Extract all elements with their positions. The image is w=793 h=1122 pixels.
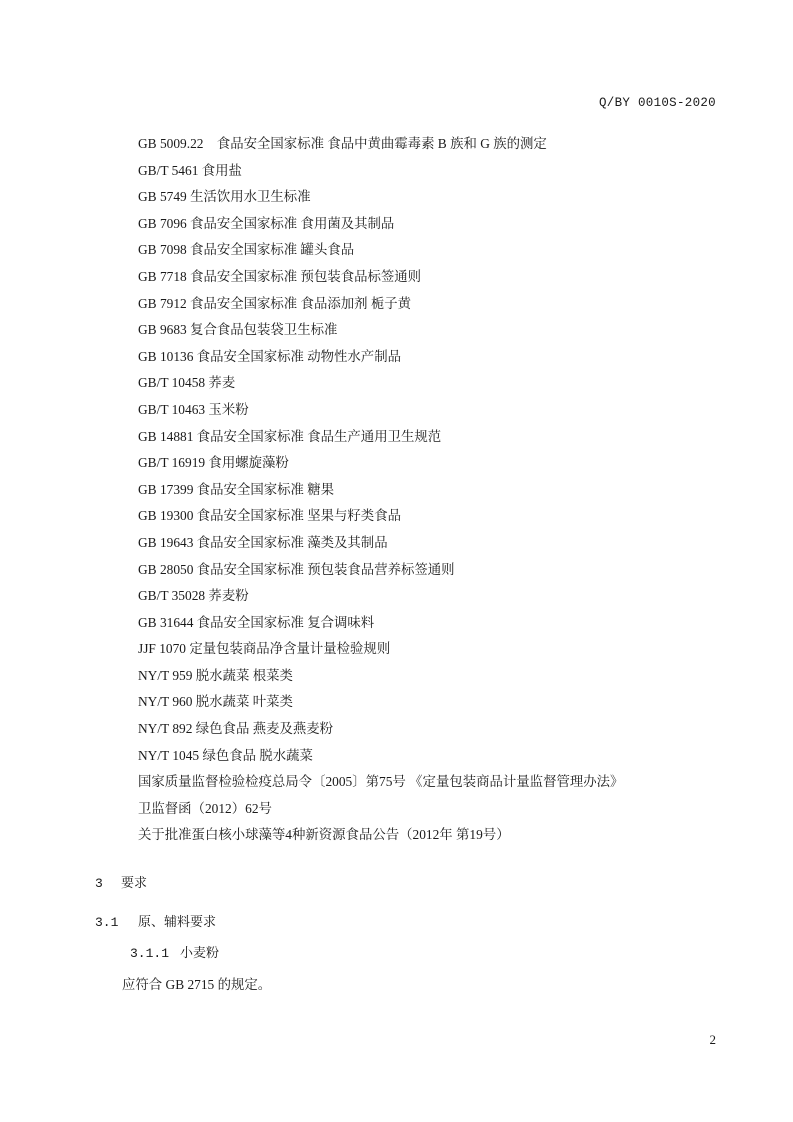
reference-item: GB 14881 食品安全国家标准 食品生产通用卫生规范 bbox=[138, 428, 442, 444]
reference-item: 关于批准蛋白核小球藻等4种新资源食品公告（2012年 第19号） bbox=[138, 827, 510, 843]
section-heading-3 bbox=[95, 872, 147, 891]
reference-item: NY/T 892 绿色食品 燕麦及燕麦粉 bbox=[138, 721, 334, 737]
reference-item: GB 10136 食品安全国家标准 动物性水产制品 bbox=[138, 348, 401, 364]
reference-item: 国家质量监督检验检疫总局令〔2005〕第75号 《定量包装商品计量监督管理办法》 bbox=[138, 774, 624, 790]
reference-item: GB 7718 食品安全国家标准 预包装食品标签通则 bbox=[138, 268, 422, 284]
reference-item: GB 5009.22 食品安全国家标准 食品中黄曲霉毒素 B 族和 G 族的测定 bbox=[138, 136, 547, 151]
reference-item: GB 7096 食品安全国家标准 食用菌及其制品 bbox=[138, 215, 395, 231]
reference-item: GB 28050 食品安全国家标准 预包装食品营养标签通则 bbox=[138, 561, 455, 577]
reference-item: GB 9683 复合食品包装袋卫生标准 bbox=[138, 322, 338, 338]
section-title: 小麦粉 bbox=[180, 946, 220, 961]
reference-item: GB 19643 食品安全国家标准 藻类及其制品 bbox=[138, 534, 388, 550]
section-heading-3-1 bbox=[95, 911, 216, 930]
reference-item: GB/T 5461 食用盐 bbox=[138, 162, 242, 178]
section-title: 要求 bbox=[121, 876, 148, 891]
reference-item: GB 31644 食品安全国家标准 复合调味料 bbox=[138, 614, 375, 630]
reference-item: GB 17399 食品安全国家标准 糖果 bbox=[138, 481, 335, 497]
reference-item: GB/T 35028 荞麦粉 bbox=[138, 588, 249, 604]
section-heading-3-1-1 bbox=[130, 942, 219, 961]
reference-item: GB/T 10463 玉米粉 bbox=[138, 401, 249, 417]
wheat-flour-requirement-text: 应符合 GB 2715 的规定。 bbox=[122, 977, 272, 992]
section-number: 3 bbox=[95, 876, 103, 891]
page-number: 2 bbox=[709, 1032, 716, 1047]
reference-item: GB 5749 生活饮用水卫生标准 bbox=[138, 189, 311, 205]
reference-item: GB 7098 食品安全国家标准 罐头食品 bbox=[138, 242, 355, 258]
reference-item: 卫监督函（2012）62号 bbox=[138, 800, 272, 816]
normative-references-list bbox=[138, 134, 623, 852]
reference-item: GB/T 16919 食用螺旋藻粉 bbox=[138, 455, 289, 471]
section-title: 原、辅料要求 bbox=[138, 915, 217, 930]
reference-item: NY/T 959 脱水蔬菜 根菜类 bbox=[138, 667, 293, 683]
document-code: Q/BY 0010S-2020 bbox=[598, 96, 716, 110]
reference-item: GB/T 10458 荞麦 bbox=[138, 375, 236, 391]
reference-item: GB 7912 食品安全国家标准 食品添加剂 栀子黄 bbox=[138, 295, 412, 311]
reference-item: NY/T 960 脱水蔬菜 叶菜类 bbox=[138, 694, 293, 710]
reference-item: JJF 1070 定量包装商品净含量计量检验规则 bbox=[138, 641, 391, 657]
section-number: 3.1.1 bbox=[130, 946, 170, 961]
section-number: 3.1 bbox=[95, 915, 119, 930]
reference-item: NY/T 1045 绿色食品 脱水蔬菜 bbox=[138, 747, 313, 763]
reference-item: GB 19300 食品安全国家标准 坚果与籽类食品 bbox=[138, 508, 401, 524]
